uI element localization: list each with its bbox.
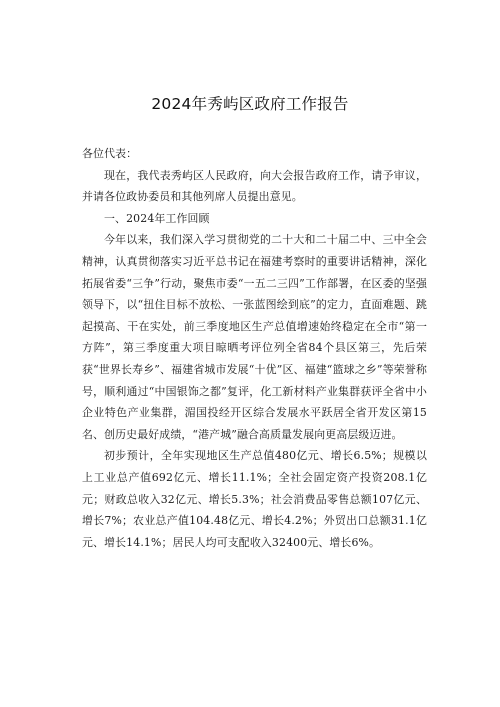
paragraph-intro: 现在，我代表秀屿区人民政府，向大会报告政府工作，请予审议，并请各位政协委员和其他列席人员提出意见。 [82, 168, 427, 204]
paragraph-statistics: 初步预计，全年实现地区生产总值480亿元、增长6.5%；规模以上工业总产值692亿元、增长11.1%；全社会固定资产投资208.1亿元；财政总收入32亿元、增长5.3%；社会消费品零售总额107亿元、增长7%；农业总产值104.48亿元、增长4.2%；外贸出口总额31.1亿元、增长14.1%；居民人均可支配收入32400元、增长6%。 [82, 449, 427, 549]
document-body [82, 143, 427, 553]
document-title: 2024年秀屿区政府工作报告 [151, 95, 349, 113]
greeting-line: 各位代表： [82, 147, 138, 160]
paragraph-review: 今年以来，我们深入学习贯彻党的二十大和二十届二中、三中全会精神，认真贯彻落实习近平总书记在福建考察时的重要讲话精神，深化拓展省委“三争”行动，聚焦市委“一五二三四”工作部署，在区委的坚强领导下，以“扭住目标不放松、一张蓝图绘到底”的定力，直面难题、跳起摸高、干在实处，前三季度地区生产总值增速始终稳定在全市“第一方阵”，第三季度重大项目晾晒考评位列全省84个县区第三，先后荣获“世界长寿乡”、福建省城市发展“十优”区、福建“篮球之乡”等荣誉称号，顺利通过“中国银饰之都”复评，化工新材料产业集群获评全省中小企业特色产业集群，湄国投经开区综合发展水平跃居全省开发区第15名、创历史最好成绩，“港产城”融合高质量发展向更高层级迈进。 [82, 233, 427, 441]
section-heading: 一、2024年工作回顾 [104, 211, 210, 225]
